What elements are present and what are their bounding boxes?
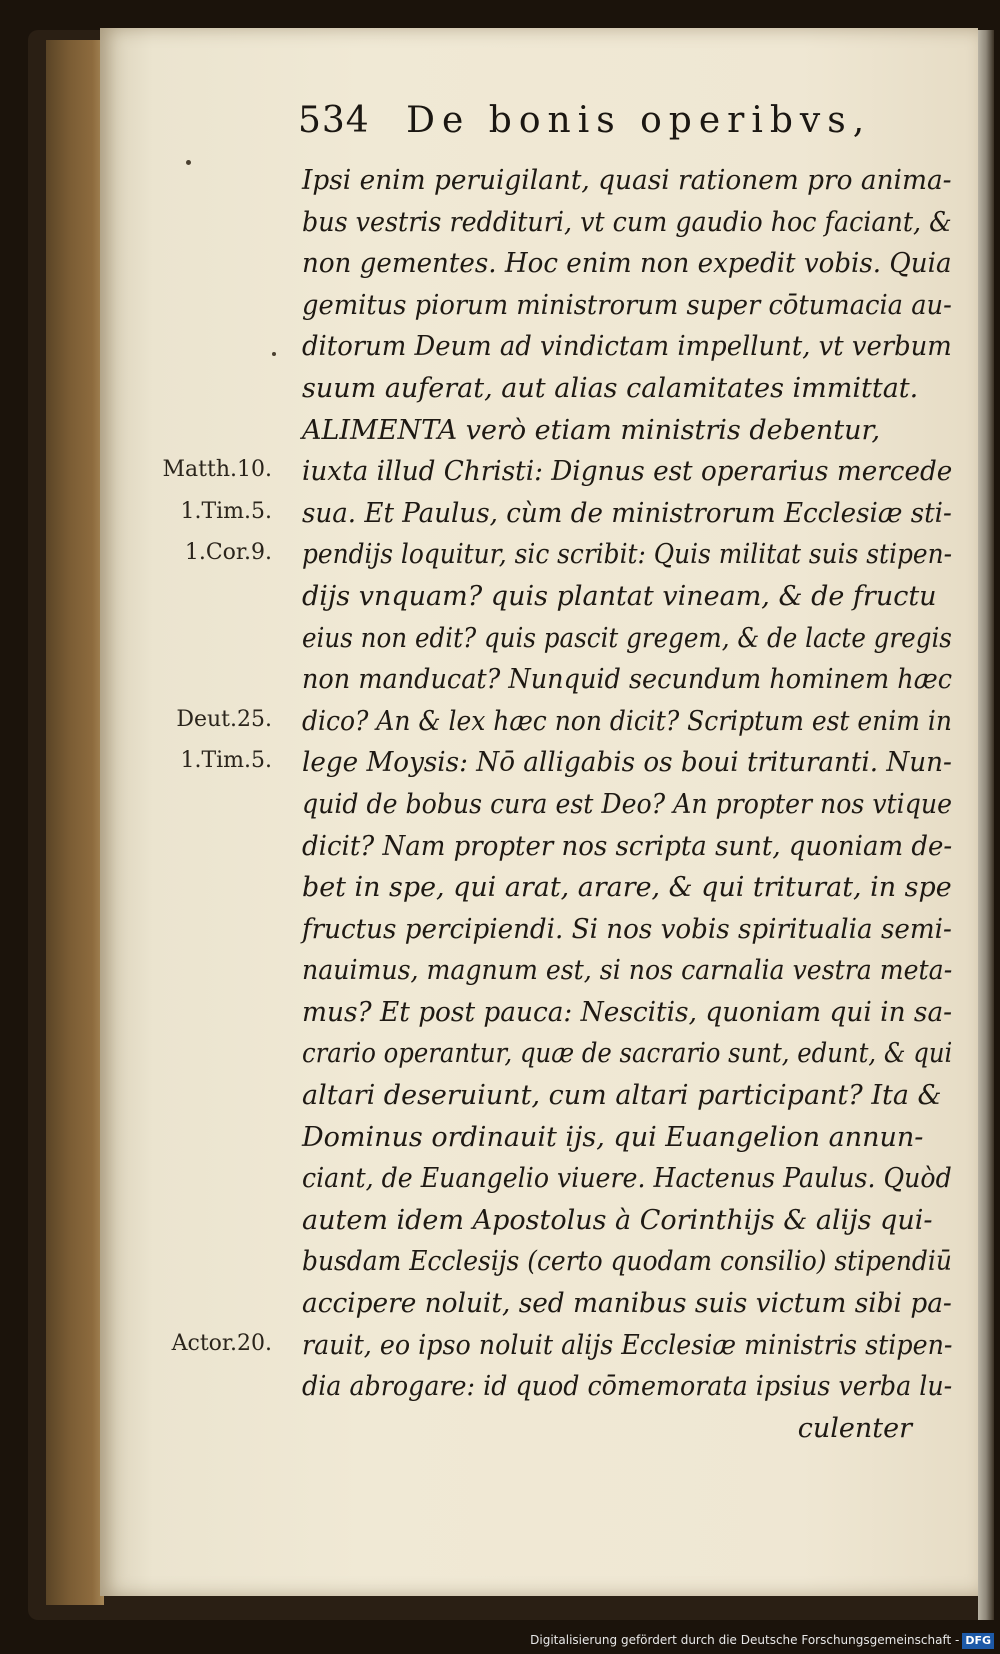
text-line: dia abrogare: id quod cōmemorata ipsius verba lu- [302, 1371, 953, 1403]
text-line: Ipsi enim peruigilant, quasi rationem pro anima- [302, 165, 952, 196]
text-line: autem idem Apostolus à Corinthijs & alijs qui- [302, 1204, 933, 1236]
text-line: accipere noluit, sed manibus suis victum sibi pa- [302, 1288, 952, 1320]
text-line: dico? An & lex hæc non dicit? Scriptum est enim in [302, 705, 952, 737]
text-line: bus vestris reddituri, vt cum gaudio hoc faciant, & [302, 206, 952, 238]
margin-reference: 1.Cor.9. [184, 540, 272, 566]
dfg-logo: DFG [962, 1633, 994, 1649]
text-line: dicit? Nam propter nos scripta sunt, quoniam de- [302, 830, 953, 862]
page-number: 534 [298, 100, 370, 141]
paper-speck [186, 160, 191, 165]
text-line: ditorum Deum ad vindictam impellunt, vt verbum [302, 331, 952, 363]
text-line: culenter [797, 1412, 912, 1444]
text-line: lege Moysis: Nō alligabis os boui trituranti. Nun- [302, 747, 952, 779]
text-line: bet in spe, qui arat, arare, & qui triturat, in spe [302, 872, 952, 904]
text-line: altari deseruiunt, cum altari participant? Ita & [302, 1080, 942, 1112]
margin-reference: Deut.25. [176, 706, 272, 732]
text-line: fructus percipiendi. Si nos vobis spiritualia semi- [302, 913, 952, 945]
page-edge [978, 30, 994, 1620]
text-line: nauimus, magnum est, si nos carnalia vestra meta- [302, 955, 953, 987]
body-text [302, 160, 952, 1449]
text-line: gemitus piorum ministrorum super cōtumacia au- [302, 289, 952, 321]
text-line: ciant, de Euangelio viuere. Hactenus Paulus. Quòd [302, 1163, 952, 1195]
credit-text: Digitalisierung gefördert durch die Deutsche Forschungsgemeinschaft - [530, 1633, 960, 1647]
text-line: non gementes. Hoc enim non expedit vobis. Quia [302, 248, 952, 280]
text-line: eius non edit? quis pascit gregem, & de lacte gregis [302, 622, 952, 654]
text-line: non manducat? Nunquid secundum hominem hæc [302, 664, 952, 696]
margin-reference: 1.Tim.5. [180, 498, 272, 524]
digitization-credit [530, 1630, 994, 1650]
text-line: crario operantur, quæ de sacrario sunt, edunt, & qui [302, 1038, 953, 1070]
text-line: iuxta illud Christi: Dignus est operarius mercede [302, 456, 953, 488]
text-line: busdam Ecclesijs (certo quodam consilio) stipendiū [302, 1246, 952, 1278]
text-line: Dominus ordinauit ijs, qui Euangelion annun- [302, 1121, 924, 1153]
text-line: quid de bobus cura est Deo? An propter nos vtique [302, 788, 952, 820]
text-line: sua. Et Paulus, cùm de ministrorum Ecclesiæ sti- [302, 497, 952, 529]
margin-reference: Matth.10. [162, 457, 272, 483]
running-title: De bonis operibvs, [406, 100, 872, 141]
book-gutter [46, 40, 104, 1605]
text-line: ALIMENTA verò etiam ministris debentur, [302, 414, 881, 446]
text-line: rauit, eo ipso noluit alijs Ecclesiæ ministris stipen- [302, 1329, 953, 1361]
text-line: suum auferat, aut alias calamitates immittat. [302, 372, 919, 404]
text-line: pendijs loquitur, sic scribit: Quis militat suis stipen- [302, 539, 953, 571]
paper-speck [272, 352, 276, 356]
running-head [298, 100, 938, 141]
margin-reference: 1.Tim.5. [180, 748, 272, 774]
text-line: dijs vnquam? quis plantat vineam, & de fructu [302, 580, 937, 612]
text-line: mus? Et post pauca: Nescitis, quoniam qui in sa- [302, 996, 953, 1028]
margin-reference: Actor.20. [171, 1330, 272, 1356]
